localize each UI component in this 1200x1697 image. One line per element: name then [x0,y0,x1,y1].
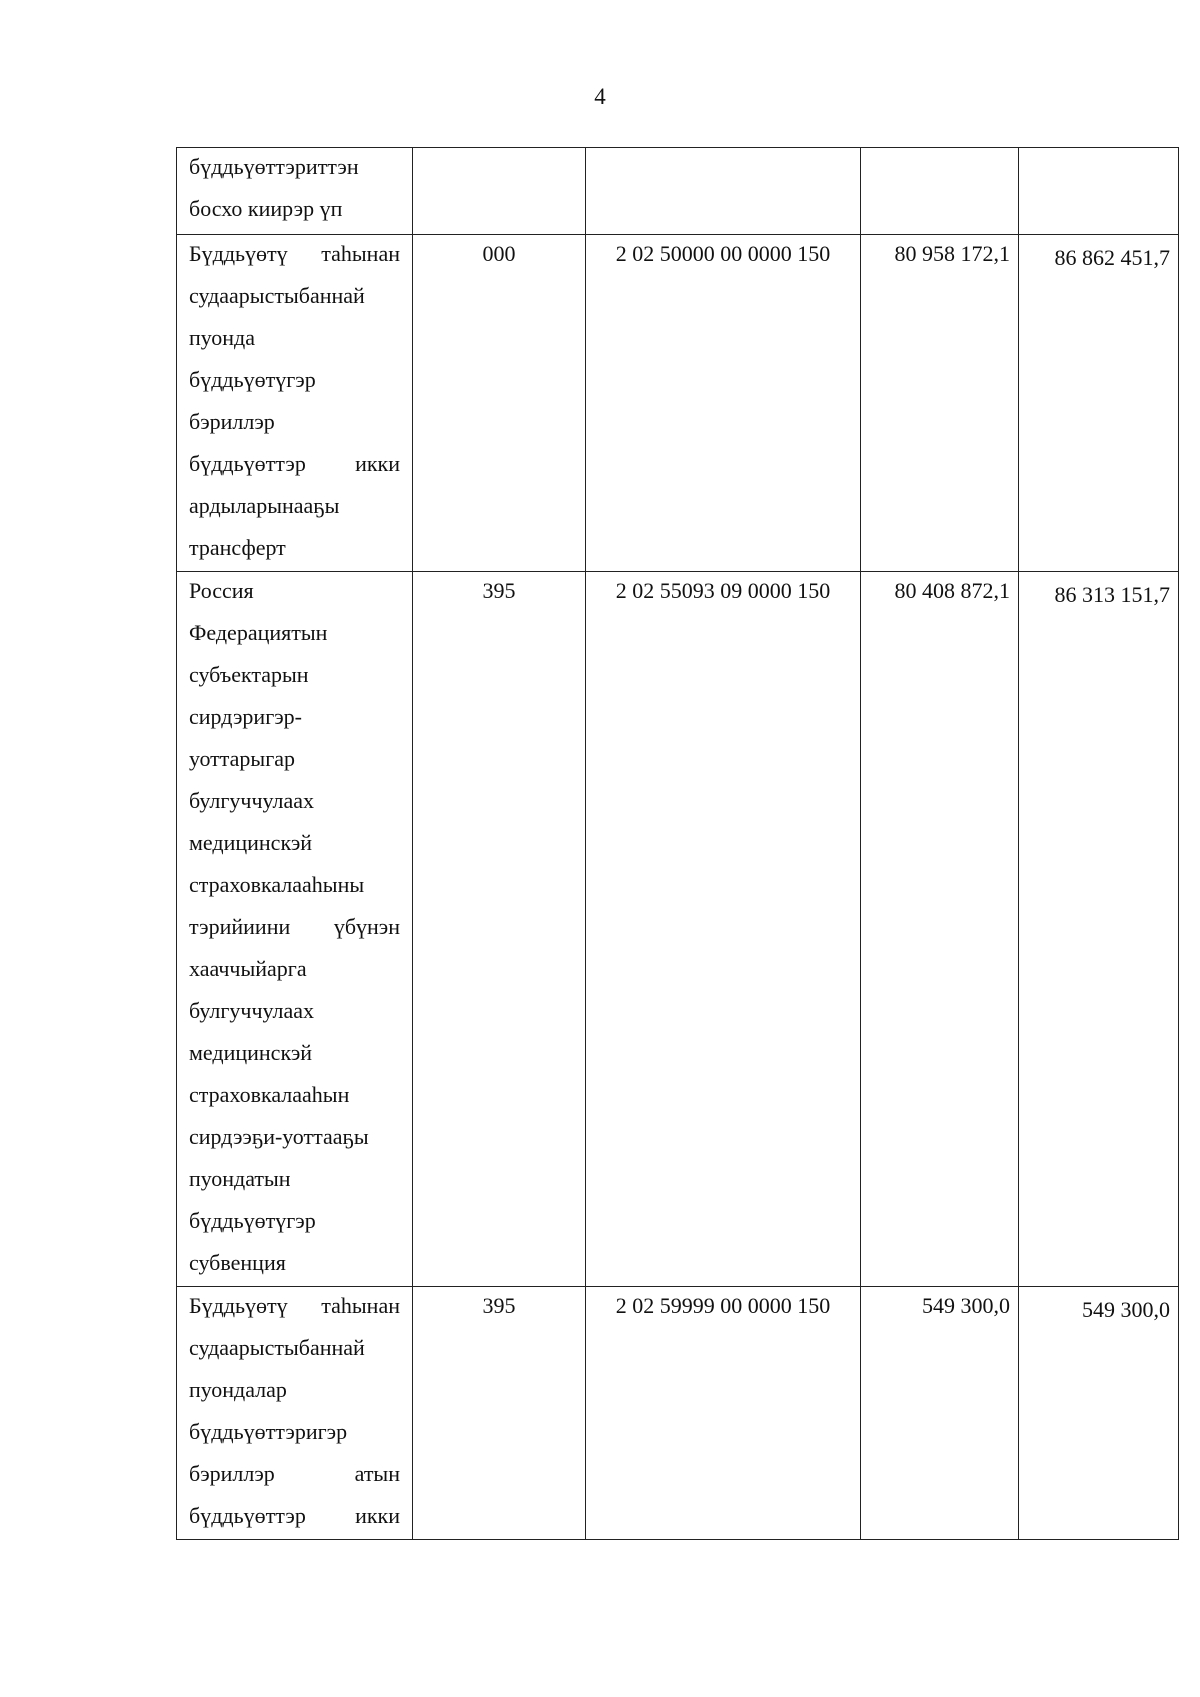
classification-code-cell: 2 02 50000 00 0000 150 [586,235,861,572]
sum-year2-cell: 549 300,0 [1019,1287,1179,1540]
sum-year1-cell: 80 958 172,1 [861,235,1019,572]
admin-code-cell: 395 [413,1287,586,1540]
description-word: икки [355,1503,400,1528]
description-line: субъектарын [189,662,309,687]
classification-code-cell: 2 02 59999 00 0000 150 [586,1287,861,1540]
description-line: медицинскэй [189,830,313,855]
description-line: пуондалар [189,1377,287,1402]
description-line: трансферт [189,535,286,560]
description-line: бүддьүөттэриттэн [189,154,359,179]
description-word: Бүддьүөтү [189,1293,288,1318]
description-line [189,1497,400,1539]
description-line: хааччыйарга [189,956,307,981]
description-line: булгуччулаах [189,998,315,1023]
description-line: субвенция [189,1250,286,1275]
admin-code-cell [413,148,586,235]
description-line: страховкалааһыны [189,872,365,897]
description-word: Бүддьүөтү [189,241,288,266]
description-line: Федерациятын [189,620,328,645]
table-row [177,235,1179,572]
description-line: сирдээҕи-уоттааҕы [189,1124,369,1149]
description-line: медицинскэй [189,1040,313,1065]
classification-code-cell: 2 02 55093 09 0000 150 [586,572,861,1287]
description-line: Россия [189,578,254,603]
sum-year1-cell: 80 408 872,1 [861,572,1019,1287]
description-line: булгуччулаах [189,788,315,813]
description-word: таһынан [321,1293,400,1318]
description-word: үбүнэн [333,914,400,939]
description-line [189,445,400,487]
description-line [189,1287,400,1329]
description-line [189,1455,400,1497]
sum-year1-cell [861,148,1019,235]
description-word: икки [355,451,400,476]
sum-year1-cell: 549 300,0 [861,1287,1019,1540]
description-line [189,908,400,950]
description-cell [177,1287,413,1540]
description-cell [177,572,413,1287]
description-line: страховкалааһын [189,1082,350,1107]
sum-year2-cell: 86 313 151,7 [1019,572,1179,1287]
admin-code-cell: 000 [413,235,586,572]
description-line: бүддьүөтүгэр [189,367,316,392]
description-word: атын [354,1461,400,1486]
description-line: уоттарыгар [189,746,295,771]
description-line: ардыларынааҕы [189,493,340,518]
classification-code-cell [586,148,861,235]
description-line: бүддьүөтүгэр [189,1208,316,1233]
description-word: бүддьүөттэр [189,451,306,476]
description-line: судаарыстыбаннай [189,1335,365,1360]
page-number: 4 [594,84,606,109]
sum-year2-cell: 86 862 451,7 [1019,235,1179,572]
description-word: бүддьүөттэр [189,1503,306,1528]
table-row [177,148,1179,235]
table-row [177,572,1179,1287]
description-cell [177,148,413,235]
description-line: пуонда [189,325,255,350]
description-word: бэриллэр [189,1461,275,1486]
description-line: судаарыстыбаннай [189,283,365,308]
description-line [189,235,400,277]
description-word: тэрийиини [189,914,291,939]
description-line: пуондатын [189,1166,291,1191]
description-line: сирдэригэр- [189,704,302,729]
admin-code-cell: 395 [413,572,586,1287]
description-line: бэриллэр [189,409,275,434]
sum-year2-cell [1019,148,1179,235]
description-line: босхо киирэр үп [189,196,343,221]
description-word: таһынан [321,241,400,266]
table-row [177,1287,1179,1540]
budget-revenue-table [176,147,1179,1540]
description-line: бүддьүөттэригэр [189,1419,348,1444]
description-cell [177,235,413,572]
